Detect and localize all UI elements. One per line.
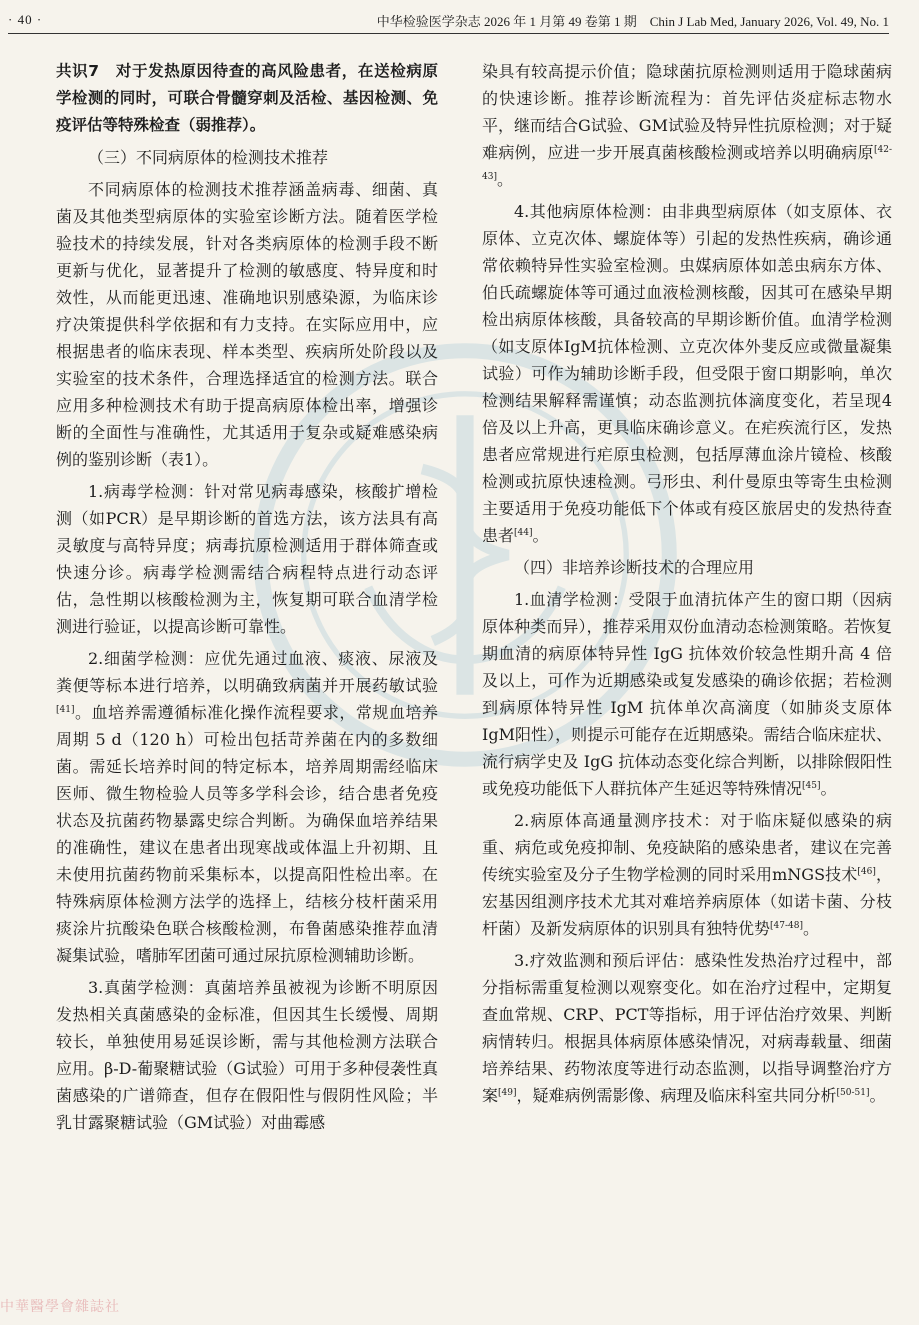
header-rule <box>8 33 889 34</box>
citation: [45] <box>802 781 821 791</box>
left-column <box>56 58 438 1136</box>
virus-paragraph: 1.病毒学检测：针对常见病毒感染，核酸扩增检测（如PCR）是早期诊断的首选方法，该方法具有高灵敏度与高特异度；病毒抗原检测适用于群体筛查或快速分诊。病毒学检测需结合病程特点进行动态评估，急性期以核酸检测为主，恢复期可联合血清学检测进行验证，以提高诊断可靠性。 <box>56 482 438 636</box>
citation: [49] <box>498 1088 517 1098</box>
publisher-watermark: 中華醫學會雜誌社 <box>0 1299 120 1315</box>
citation: [50-51] <box>836 1088 870 1098</box>
other-pathogen-paragraph: 4.其他病原体检测：由非典型病原体（如支原体、衣原体、立克次体、螺旋体等）引起的发热性疾病，确诊通常依赖特异性实验室检测。虫媒病原体如恙虫病东方体、伯氏疏螺旋体等可通过血液检测核酸，因其可在感染早期检出病原体核酸，具备较高的早期诊断价值。血清学检测（如支原体IgM抗体检测、立克次体外斐反应或微量凝集试验）可作为辅助诊断手段，但受限于窗口期影响，单次检测结果解释需谨慎；动态监测抗体滴度变化，若呈现4倍及以上升高，更具临床确诊意义。在疟疾流行区，发热患者应常规进行疟原虫检测，包括厚薄血涂片镜检、核酸检测或抗原快速检测。弓形虫、利什曼原虫等寄生虫检测主要适用于免疫功能低下个体或有疫区旅居史的发热待查患者[44]。 <box>482 202 892 545</box>
section-heading-3: （三）不同病原体的检测技术推荐 <box>88 148 329 167</box>
serology-paragraph: 1.血清学检测：受限于血清抗体产生的窗口期（因病原体种类而异），推荐采用双份血清动态检测策略。若恢复期血清的病原体特异性 IgG 抗体效价较急性期升高 4 倍及以上，可作为近期感染或复发感染的确诊依据；若检测到病原体特异性 IgM 抗体单次高滴度（如肺炎支原体IgM阳性），则提示可能存在近期感染。需结合临床症状、流行病学史及 IgG 抗体动态变化综合判断，以排除假阳性或免疫功能低下人群抗体产生延迟等特殊情况[45]。 <box>482 590 892 798</box>
ngs-paragraph: 2.病原体高通量测序技术：对于临床疑似感染的病重、病危或免疫抑制、免疫缺陷的感染患者，建议在完善传统实验室及分子生物学检测的同时采用mNGS技术[46]，宏基因组测序技术尤其对难培养病原体（如诺卡菌、分枝杆菌）及新发病原体的识别具有独特优势[47-48]。 <box>482 811 892 938</box>
journal-running-head: 中华检验医学杂志 2026 年 1 月第 49 卷第 1 期 Chin J Lab Med, January 2026, Vol. 49, No. 1 <box>376 14 889 29</box>
citation: [44] <box>514 528 533 538</box>
bacteria-paragraph: 2.细菌学检测：应优先通过血液、痰液、尿液及粪便等标本进行培养，以明确致病菌并开展药敏试验[41]。血培养需遵循标准化操作流程要求，常规血培养周期 5 d（120 h）可检出包括苛养菌在内的多数细菌。需延长培养时间的特定标本，培养周期需经临床医师、微生物检验人员等多学科会诊，结合患者免疫状态及抗菌药物暴露史综合判断。为确保血培养结果的准确性，建议在患者出现寒战或体温上升初期、且未使用抗菌药物前采集标本，以提高阳性检出率。在特殊病原体检测方法学的选择上，结核分枝杆菌采用痰涂片抗酸染色联合核酸检测，布鲁菌感染推荐血清凝集试验，嗜肺军团菌可通过尿抗原检测辅助诊断。 <box>56 649 438 965</box>
right-column <box>482 58 892 1109</box>
citation: [41] <box>56 705 75 715</box>
citation: [42-43] <box>482 145 892 182</box>
citation: [47-48] <box>770 921 803 931</box>
fungi-continued: 染具有较高提示价值；隐球菌抗原检测则适用于隐球菌病的快速诊断。推荐诊断流程为：首先评估炎症标志物水平，继而结合G试验、GM试验及特异性抗原检测；对于疑难病例，应进一步开展真菌核酸检测或培养以明确病原[42-43]。 <box>482 62 892 189</box>
monitoring-paragraph: 3.疗效监测和预后评估：感染性发热治疗过程中，部分指标需重复检测以观察变化。如在治疗过程中，定期复查血常规、CRP、PCT等指标，用于评估治疗效果、判断病情转归。根据具体病原体感染情况，对病毒载量、细菌培养结果、药物浓度等进行动态监测，以指导调整治疗方案[49]，疑难病例需影像、病理及临床科室共同分析[50-51]。 <box>482 951 892 1105</box>
citation: [46] <box>857 867 876 877</box>
fungi-paragraph: 3.真菌学检测：真菌培养虽被视为诊断不明原因发热相关真菌感染的金标准，但因其生长缓慢、周期较长，单独使用易延误诊断，需与其他检测方法联合应用。β-D-葡聚糖试验（G试验）可用于多种侵袭性真菌感染的广谱筛查，但存在假阳性与假阴性风险；半乳甘露聚糖试验（GM试验）对曲霉感 <box>56 978 438 1132</box>
section-heading-4: （四）非培养诊断技术的合理应用 <box>514 558 755 577</box>
page-number: · 40 · <box>8 12 43 27</box>
consensus-7: 共识7 对于发热原因待查的高风险患者，在送检病原学检测的同时，可联合骨髓穿刺及活检、基因检测、免疫评估等特殊检查（弱推荐）。 <box>56 62 438 134</box>
page-header <box>0 0 919 40</box>
intro-paragraph: 不同病原体的检测技术推荐涵盖病毒、细菌、真菌及其他类型病原体的实验室诊断方法。随着医学检验技术的持续发展，针对各类病原体的检测手段不断更新与优化，显著提升了检测的敏感度、特异度和时效性，从而能更迅速、准确地识别感染源，为临床诊疗决策提供科学依据和有力支持。在实际应用中，应根据患者的临床表现、样本类型、疾病所处阶段以及实验室的技术条件，合理选择适宜的检测方法。联合应用多种检测技术有助于提高病原体检出率，增强诊断的全面性与准确性，尤其适用于复杂或疑难感染病例的鉴别诊断（表1）。 <box>56 180 438 469</box>
